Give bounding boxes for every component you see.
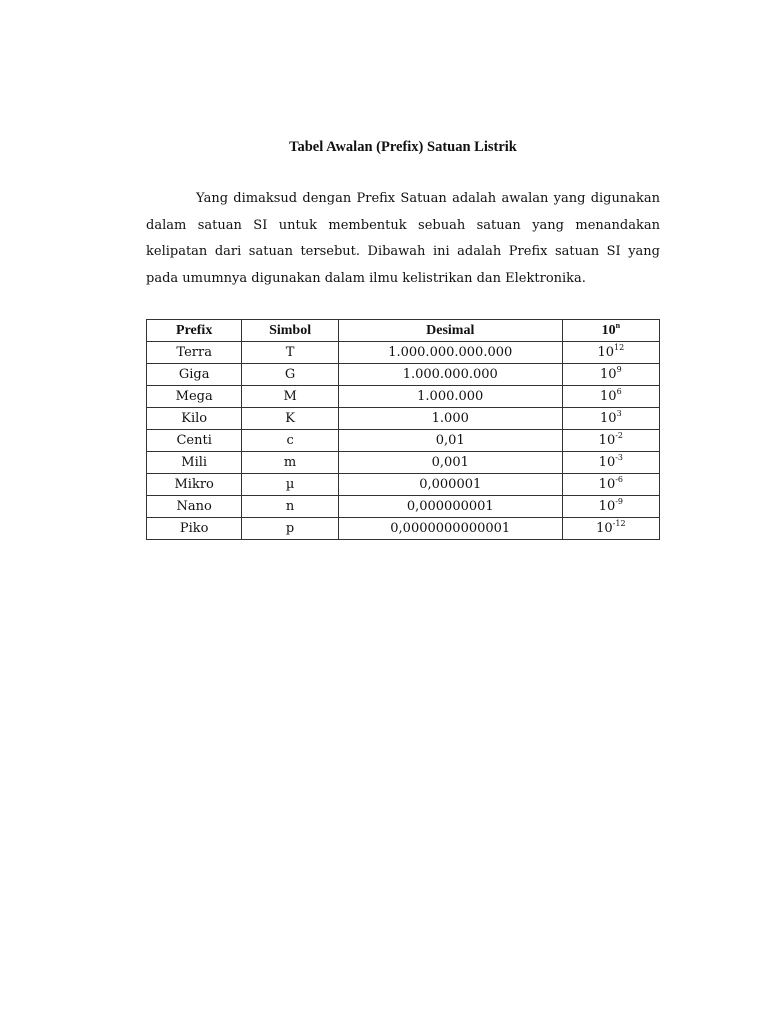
power-exp: 12 xyxy=(614,343,625,352)
cell-power xyxy=(562,518,659,540)
cell-simbol: m xyxy=(242,452,338,474)
table-row xyxy=(147,386,660,408)
power-base: 10 xyxy=(597,345,615,360)
cell-desimal: 1.000 xyxy=(338,408,562,430)
cell-desimal: 1.000.000 xyxy=(338,386,562,408)
cell-power xyxy=(562,386,659,408)
cell-power xyxy=(562,452,659,474)
power-base: 10 xyxy=(600,389,617,404)
cell-desimal: 0,001 xyxy=(338,452,562,474)
power-exp: 6 xyxy=(616,387,622,396)
cell-power xyxy=(562,430,659,452)
power-base: 10 xyxy=(598,499,616,514)
cell-prefix: Mikro xyxy=(147,474,242,496)
power-exp: -9 xyxy=(615,497,624,506)
cell-prefix: Piko xyxy=(147,518,242,540)
cell-desimal: 0,01 xyxy=(338,430,562,452)
power-base: 10 xyxy=(598,477,616,492)
cell-prefix: Mili xyxy=(147,452,242,474)
power-base: 10 xyxy=(600,411,617,426)
cell-power xyxy=(562,342,659,364)
header-power-base: 10 xyxy=(601,322,616,338)
header-desimal: Desimal xyxy=(338,320,562,342)
power-exp: -2 xyxy=(615,431,624,440)
cell-power xyxy=(562,474,659,496)
power-exp: -3 xyxy=(615,453,624,462)
table-header-row xyxy=(147,320,660,342)
power-base: 10 xyxy=(596,521,613,536)
header-simbol: Simbol xyxy=(242,320,338,342)
cell-simbol: M xyxy=(242,386,338,408)
power-exp: 3 xyxy=(616,409,622,418)
cell-simbol: µ xyxy=(242,474,338,496)
cell-desimal: 0,000000001 xyxy=(338,496,562,518)
header-power xyxy=(562,320,659,342)
power-exp: -6 xyxy=(615,475,624,484)
cell-power xyxy=(562,408,659,430)
cell-simbol: T xyxy=(242,342,338,364)
table-row xyxy=(147,474,660,496)
cell-desimal: 1.000.000.000.000 xyxy=(338,342,562,364)
power-exp: 9 xyxy=(616,365,622,374)
cell-simbol: p xyxy=(242,518,338,540)
table-row xyxy=(147,408,660,430)
header-power-exp: n xyxy=(615,320,621,330)
cell-prefix: Mega xyxy=(147,386,242,408)
power-exp: -12 xyxy=(612,519,626,528)
power-base: 10 xyxy=(600,367,617,382)
page-title: Tabel Awalan (Prefix) Satuan Listrik xyxy=(289,139,517,155)
cell-simbol: c xyxy=(242,430,338,452)
table-row xyxy=(147,452,660,474)
cell-prefix: Giga xyxy=(147,364,242,386)
table-row xyxy=(147,430,660,452)
table-row xyxy=(147,496,660,518)
cell-prefix: Centi xyxy=(147,430,242,452)
cell-simbol: G xyxy=(242,364,338,386)
cell-simbol: n xyxy=(242,496,338,518)
cell-power xyxy=(562,496,659,518)
table-row xyxy=(147,364,660,386)
cell-desimal: 0,000001 xyxy=(338,474,562,496)
intro-paragraph: Yang dimaksud dengan Prefix Satuan adalah awalan yang digunakan dalam satuan SI untuk membentuk sebuah satuan yang menandakan kelipatan dari satuan tersebut. Dibawah ini adalah Prefix satuan SI yang pada umumnya digunakan dalam ilmu kelistrikan dan Elektronika. xyxy=(146,191,660,286)
cell-prefix: Terra xyxy=(147,342,242,364)
prefix-table xyxy=(146,319,660,540)
cell-simbol: K xyxy=(242,408,338,430)
cell-prefix: Nano xyxy=(147,496,242,518)
cell-power xyxy=(562,364,659,386)
cell-desimal: 0,0000000000001 xyxy=(338,518,562,540)
cell-prefix: Kilo xyxy=(147,408,242,430)
header-prefix: Prefix xyxy=(147,320,242,342)
table-row xyxy=(147,518,660,540)
cell-desimal: 1.000.000.000 xyxy=(338,364,562,386)
power-base: 10 xyxy=(598,433,616,448)
table-row xyxy=(147,342,660,364)
power-base: 10 xyxy=(598,455,616,470)
